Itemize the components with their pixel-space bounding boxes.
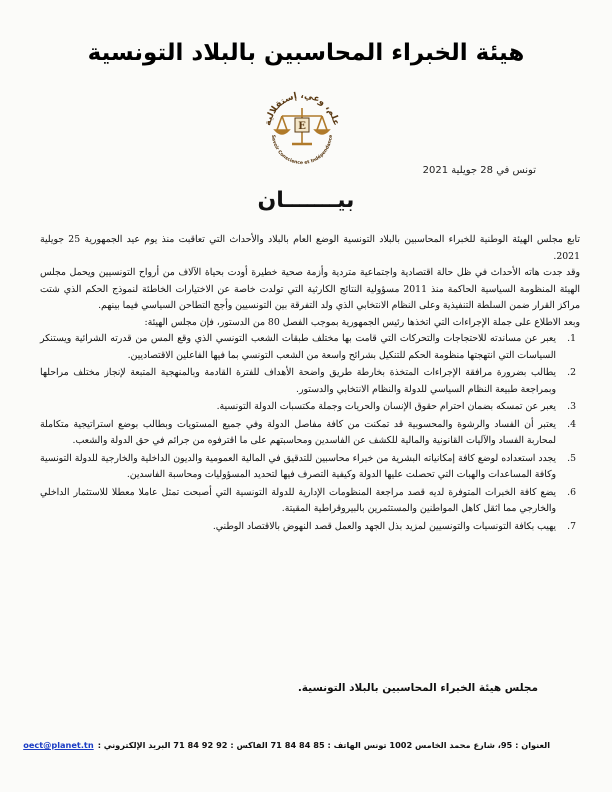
list-item-number: 1.: [567, 333, 576, 344]
list-item-text: يعبر عن مساندته للاحتجاجات والتحركات التي قامت بها مختلف طبقات الشعب التونسي الذي وقع المس من قدرته الشرائية ويستنكر السياسات التي انتهجتها منظومة الحكم للتنكيل بشرائح واسعة من الشعب التونسي بما فيها الفاعلين الاقتصاديين.: [40, 333, 556, 361]
statement-heading: بيـــــــان: [257, 188, 355, 213]
list-item: [40, 365, 576, 398]
statement-body: [40, 232, 580, 536]
organization-logo: [252, 78, 352, 178]
intro-paragraph: تابع مجلس الهيئة الوطنية للخبراء المحاسبين بالبلاد التونسية الوضع العام بالبلاد والأحداث التي تعاقبت منذ يوم عيد الجمهورية 25 جويلية 2021.: [40, 234, 580, 262]
list-item: [40, 331, 576, 364]
document-date: تونس في 28 جويلية 2021: [422, 165, 536, 176]
list-item-number: 3.: [567, 401, 576, 412]
organization-title: هيئة الخبراء المحاسبين بالبلاد التونسية: [87, 40, 525, 66]
footer-contact: [23, 740, 550, 750]
list-item-text: يجدد استعداده لوضع كافة إمكانياته البشرية من خبراء محاسبين للتدقيق في المالية العمومية والديون الداخلية والخارجية للدولة التونسية وكافة المساعدات والهبات التي تحصلت عليها الدولة وكيفية التصرف فيها لتحديد المسؤوليات ومحاسبة الفاسدين.: [40, 452, 556, 480]
logo-motto-french: Savoir Conscience et Indépendance: [269, 134, 335, 167]
logo-letter: E: [298, 121, 306, 132]
list-item: [40, 519, 576, 536]
list-item: [40, 417, 576, 450]
list-item: [40, 485, 576, 518]
context-paragraph: وقد جدت هاته الأحداث في ظل حالة اقتصادية واجتماعية متردية وأزمة صحية خطيرة أودت بحياة الآلاف من أرواح التونسيين ويحمل مجلس الهيئة المنظومة السياسية الحاكمة منذ 2011 مسؤولية النتائج الكارثية التي تولدت خاصة عن الاختيارات الخاطئة لنموذج الحكم الذي شتت مراكز القرار ضمن السلطة التنفيذية وعلى النظام الانتخابي الذي ولد التفرقة بين التونسيين وأجج التطاحن السياسي فيما بينهم.: [40, 267, 580, 311]
list-item-text: يطالب بضرورة مرافقة الإجراءات المتخذة بخارطة طريق واضحة الأهداف للفترة القادمة وبالمنهجية المتبعة لإنجاز مختلف مراحلها وبمراجعة طبيعة النظام السياسي للدولة والنظام الانتخابي والدستور.: [40, 367, 556, 395]
list-item-number: 6.: [567, 486, 576, 498]
email-link[interactable]: oect@planet.tn: [23, 740, 94, 750]
signature: مجلس هيئة الخبراء المحاسبين بالبلاد التونسية.: [297, 682, 538, 694]
list-item: [40, 451, 576, 484]
lead-in-paragraph: وبعد الاطلاع على جملة الإجراءات التي اتخذها رئيس الجمهورية بموجب الفصل 80 من الدستور، فإن مجلس الهيئة:: [144, 316, 580, 328]
resolutions-list: [40, 331, 580, 535]
footer-address: العنوان : 95، شارع محمد الخامس 1002 تونس الهاتف : 85 84 84 71 الفاكس : 92 92 84 71 البريد الإلكتروني :: [97, 740, 550, 750]
list-item-text: يهيب بكافة التونسيات والتونسيين لمزيد بذل الجهد والعمل قصد النهوض بالاقتصاد الوطني.: [212, 520, 556, 532]
list-item-text: يعبر عن تمسكه بضمان احترام حقوق الإنسان والحريات وجملة مكتسبات الدولة التونسية.: [216, 401, 556, 412]
list-item-number: 2.: [567, 367, 576, 378]
list-item: [40, 399, 576, 416]
logo-motto-arabic: علم، وعي، إستقلالية: [263, 90, 341, 127]
list-item-number: 4.: [567, 418, 576, 430]
list-item-text: يضع كافة الخبرات المتوفرة لديه قصد مراجعة المنظومات الإدارية للدولة التونسية التي أصبحت تمثل عاملا معطلا للاستثمار الداخلي والخارجي مما اثقل كاهل المواطنين والمستثمرين بالبيروقراطية المقيتة.: [40, 486, 556, 514]
list-item-number: 7.: [567, 520, 576, 532]
list-item-number: 5.: [567, 452, 576, 464]
list-item-text: يعتبر أن الفساد والرشوة والمحسوبية قد تمكنت من كافة مفاصل الدولة وفي جميع المستويات وبطالب بوضع استراتيجية متكاملة لمحاربة الفساد والآليات القانونية والمالية للكشف عن الفاسدين ومحاسبتهم على ما اقترفوه من جرائم في حق الدولة والشعب.: [40, 418, 556, 446]
